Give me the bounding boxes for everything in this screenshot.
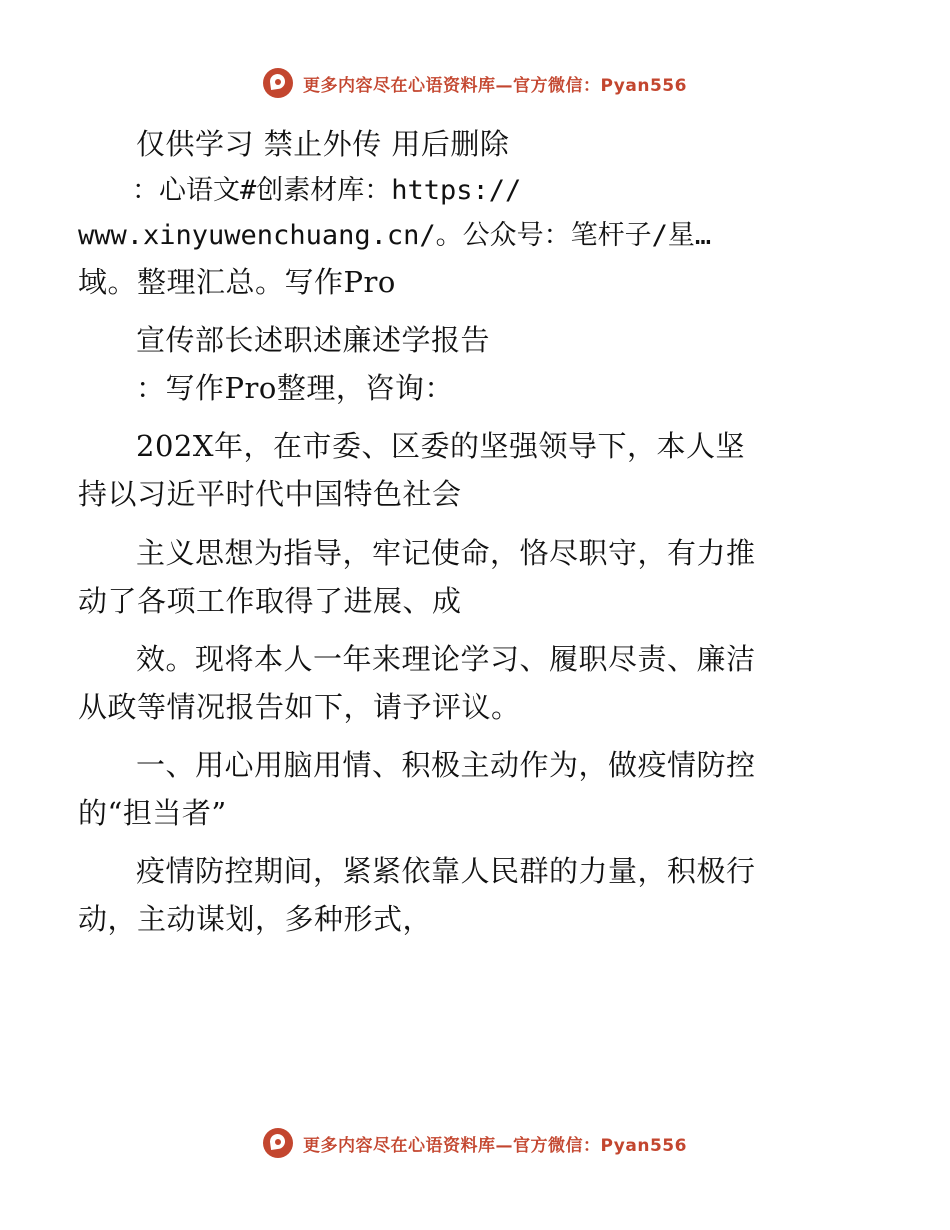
watermark-label-bottom: 更多内容尽在心语资料库—官方微信： [303,1135,601,1156]
watermark-banner-bottom [0,1128,950,1158]
paragraph-intro-6: 从政等情况报告如下，请予评议。 [78,689,521,724]
spacer-intro-a [78,521,872,531]
document-text-body [78,122,872,945]
paragraph-intro-5: 效。现将本人一年来理论学习、履职尽责、廉洁 [136,641,756,676]
section-1-body-line-2: 动，主动谋划，多种形式， [78,902,433,937]
spacer-section-1-body [78,839,872,849]
section-1-heading-line-1: 一、用心用脑用情、积极主动作为，做疫情防控 [136,747,756,782]
section-1-heading-line-2: 的“担当者” [78,795,227,830]
watermark-wechat-id-bottom: Pyan556 [600,1135,687,1156]
spacer-before-title [78,308,872,318]
document-byline: ：写作Pro整理，咨询： [136,371,454,406]
spacer-before-section-1 [78,733,872,743]
document-title: 宣传部长述职述廉述学报告 [136,323,491,358]
paragraph-intro-2: 持以习近平时代中国特色社会 [78,477,462,512]
watermark-label-top: 更多内容尽在心语资料库—官方微信： [303,75,601,96]
watermark-wechat-id-top: Pyan556 [600,75,687,96]
paragraph-source-line-3: 域。整理汇总。写作Pro [78,265,396,300]
watermark-banner-top [0,68,950,98]
paragraph-intro-4: 动了各项工作取得了进展、成 [78,583,462,618]
water-drop-logo-icon [263,68,293,98]
watermark-text-bottom [303,1131,687,1156]
paragraph-notice: 仅供学习 禁止外传 用后删除 [136,127,510,161]
water-drop-logo-icon [263,1128,293,1158]
spacer-intro-b [78,627,872,637]
spacer-before-intro [78,414,872,424]
paragraph-source-line-1: ：心语文#创素材库：https:// [132,175,522,207]
paragraph-source-line-2: www.xinyuwenchuang.cn/。公众号：笔杆子/星… [78,220,712,252]
watermark-text-top [303,71,687,96]
paragraph-intro-3: 主义思想为指导，牢记使命，恪尽职守，有力推 [136,535,756,570]
section-1-body-line-1: 疫情防控期间，紧紧依靠人民群的力量，积极行 [136,854,756,888]
paragraph-intro-1: 202X年，在市委、区委的坚强领导下，本人坚 [136,429,745,464]
